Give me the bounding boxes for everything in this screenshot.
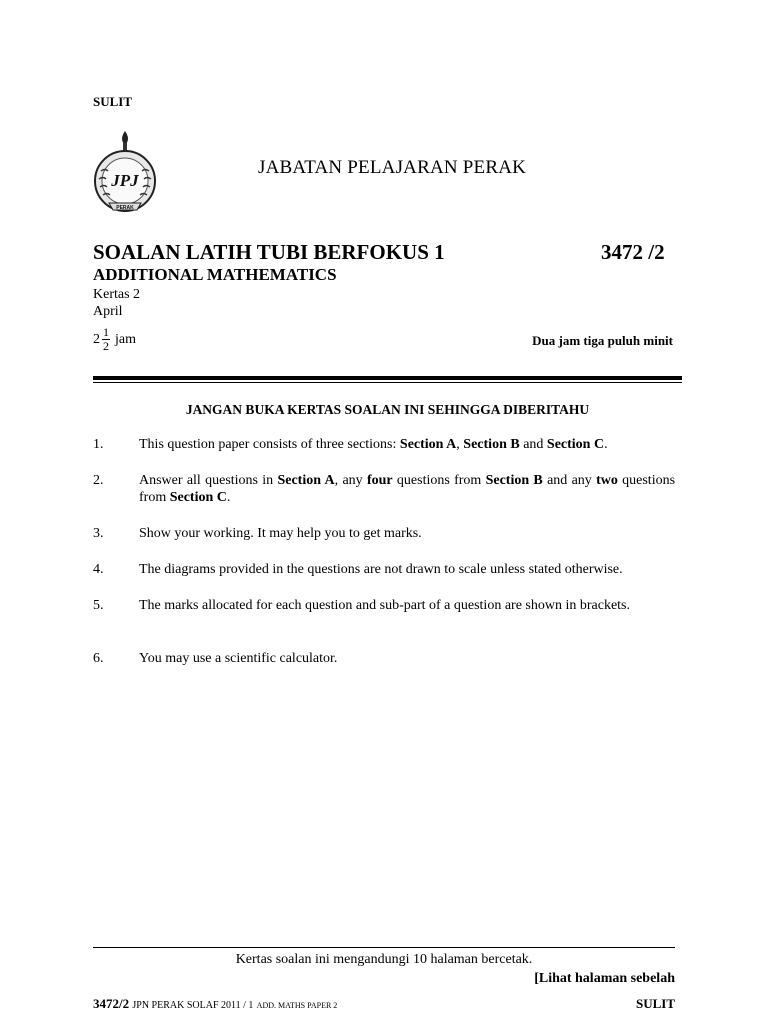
instruction-segment: , — [456, 437, 464, 452]
instruction-emphasis: Section B — [485, 473, 543, 488]
instruction-text — [139, 525, 675, 542]
instruction-segment: and — [519, 437, 547, 452]
instruction-segment: questions from — [139, 473, 676, 505]
paper-number: Kertas 2 — [93, 287, 141, 302]
instruction-segment: The diagrams provided in the questions are not drawn to scale unless stated otherwise. — [139, 562, 623, 577]
instruction-emphasis: Section A — [277, 473, 335, 488]
duration-whole: 2 — [93, 331, 100, 347]
instruction-text — [139, 650, 675, 667]
see-next-page: [Lihat halaman sebelah — [534, 971, 675, 986]
instruction-text — [139, 561, 675, 578]
exam-subject: ADDITIONAL MATHEMATICS — [93, 265, 337, 284]
footer-code-org: JPN PERAK SOLAF 2011 / 1 — [132, 1000, 254, 1011]
instruction-emphasis: Section A — [399, 437, 457, 452]
exam-code: 3472 /2 — [601, 240, 665, 264]
instruction-segment: The marks allocated for each question and sub-part of a question are shown in brackets. — [139, 598, 630, 613]
instruction-emphasis: Section B — [463, 437, 520, 452]
instruction-segment: This question paper consists of three sections: — [139, 437, 400, 452]
duration-in-words: Dua jam tiga puluh minit — [532, 333, 673, 348]
duration-fraction — [102, 326, 110, 353]
instruction-number: 1. — [93, 437, 104, 452]
classification-top: SULIT — [93, 94, 133, 109]
header-divider-thick — [93, 376, 682, 380]
instruction-segment: Answer all questions in — [139, 473, 278, 488]
instruction-emphasis: Section C — [546, 437, 605, 452]
footer-code-bold: 3472/2 — [93, 996, 130, 1011]
duration-unit: jam — [115, 331, 136, 347]
instruction-number: 5. — [93, 598, 104, 613]
instruction-emphasis: two — [596, 473, 618, 488]
footer-paper-code — [93, 996, 337, 1012]
footer-divider — [93, 947, 675, 948]
footer-code-subject: ADD. MATHS PAPER 2 — [256, 1001, 338, 1010]
crest-icon — [93, 127, 157, 225]
instruction-item — [93, 472, 675, 506]
instruction-number: 4. — [93, 562, 104, 577]
fraction-numerator: 1 — [103, 325, 109, 339]
page-count-note: Kertas soalan ini mengandungi 10 halaman bercetak. — [235, 952, 533, 967]
instruction-text — [139, 436, 675, 453]
instruction-item — [93, 436, 675, 453]
instruction-item — [93, 597, 675, 614]
exam-title: SOALAN LATIH TUBI BERFOKUS 1 — [93, 240, 445, 264]
instruction-item — [93, 561, 675, 578]
instruction-text — [139, 597, 675, 614]
instruction-segment: , any — [334, 473, 367, 488]
fraction-denominator: 2 — [103, 339, 109, 353]
instruction-segment: . — [604, 437, 608, 452]
svg-text:PERAK: PERAK — [116, 205, 134, 211]
instruction-number: 2. — [93, 473, 104, 488]
exam-duration — [93, 326, 136, 353]
instruction-item — [93, 650, 675, 667]
exam-month: April — [93, 304, 123, 319]
instruction-segment: questions from — [392, 473, 486, 488]
classification-bottom: SULIT — [635, 996, 675, 1011]
instruction-emphasis: four — [366, 473, 393, 488]
svg-text:JPJ: JPJ — [111, 171, 139, 190]
do-not-open-warning: JANGAN BUKA KERTAS SOALAN INI SEHINGGA DIBERITAHU — [185, 402, 590, 417]
jpn-perak-logo — [93, 127, 157, 225]
instruction-item — [93, 525, 675, 542]
instruction-segment: . — [226, 490, 231, 505]
instruction-emphasis: Section C — [169, 490, 227, 505]
instruction-segment: You may use a scientific calculator. — [139, 651, 338, 666]
header-divider-thin — [93, 382, 682, 383]
department-name: JABATAN PELAJARAN PERAK — [258, 157, 527, 178]
instruction-segment: and any — [542, 473, 597, 488]
instruction-number: 6. — [93, 651, 104, 666]
instruction-number: 3. — [93, 526, 104, 541]
instruction-segment: Show your working. It may help you to get marks. — [139, 526, 422, 541]
instruction-text — [139, 472, 675, 506]
